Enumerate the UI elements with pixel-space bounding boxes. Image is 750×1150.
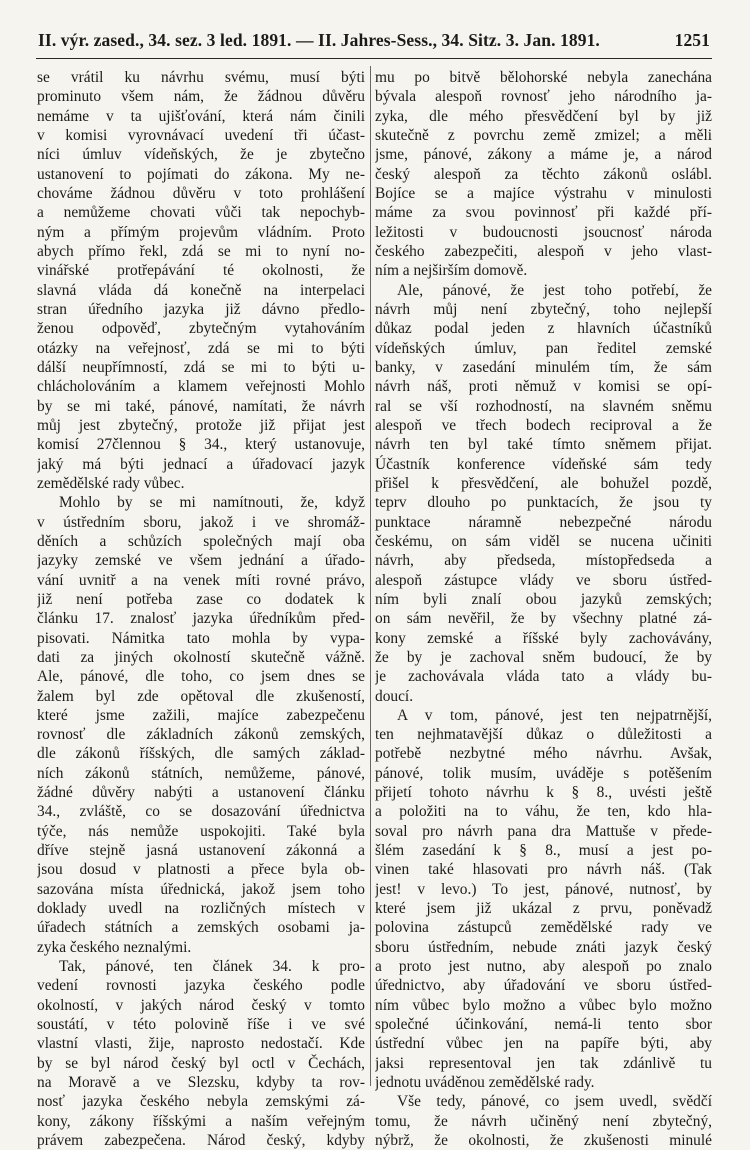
column-divider bbox=[370, 66, 371, 1086]
text-line: doklady uvedl na rozličných místech v bbox=[37, 900, 365, 918]
text-line: dříve stejně jasná ustanovení zákonná a bbox=[37, 842, 365, 860]
text-line: český alespoň za těchto zákonů oslábl. bbox=[375, 165, 712, 183]
text-line: důkaz podal jeden z hlavních účastníků bbox=[375, 320, 712, 338]
running-head: II. výr. zased., 34. sez. 3 led. 1891. — II. Jahres-Sess., 34. Sitz. 3. Jan. 1891. bbox=[38, 30, 600, 50]
text-line: že by je zachoval sněm budoucí, že by bbox=[375, 648, 712, 666]
left-column bbox=[37, 68, 365, 1150]
text-line: ústřední vůbec jen na papíře býti, aby bbox=[375, 1035, 712, 1053]
text-line: dálší neupřímností, zdá se mi to býti u- bbox=[37, 358, 365, 376]
text-line: jazyky zemské ve všem jednání a úřado- bbox=[37, 552, 365, 570]
text-line: děních a schůzích společných mají oba bbox=[37, 532, 365, 550]
text-line: mu po bitvě bělohorské nebyla zanechána bbox=[375, 69, 712, 86]
text-line: návrh náš, proti němuž v komisi se opí- bbox=[375, 378, 712, 396]
text-line: on sám nevěřil, že by všechny platné zá- bbox=[375, 610, 712, 628]
text-line: Ale, pánové, že jest toho potřebí, že bbox=[397, 281, 712, 299]
text-line: okolností, v jakých národ český v tomto bbox=[37, 996, 365, 1014]
text-line: ným a přímým projevům vládním. Proto bbox=[37, 223, 365, 241]
text-line: jaksi representoval jen tak zdánlivě tu bbox=[375, 1054, 712, 1072]
text-line: níci úmluv vídeňských, že je zbytečno bbox=[37, 146, 365, 164]
text-line: potřebě nezbytné mého návrhu. Avšak, bbox=[375, 745, 712, 763]
text-line: komisí 27člennou § 34., který ustanovuje, bbox=[37, 436, 365, 454]
page-number: 1251 bbox=[674, 30, 710, 50]
text-line: v komisi vyrovnávací uvedení tři účast- bbox=[37, 126, 365, 144]
text-line: které jsem již ukázal z prvu, poněvadž bbox=[375, 900, 712, 918]
text-line: Mohlo by se mi namítnouti, že, když bbox=[59, 494, 365, 512]
text-line: dle zákonů říšských, dle samých základ- bbox=[37, 745, 365, 763]
text-line: ustanovení to pojímati do zákona. My ne- bbox=[37, 165, 365, 183]
text-line: ním a nejširším domově. bbox=[375, 262, 528, 280]
text-line: jest! v levo.) To jest, pánové, nutnosť, by bbox=[375, 880, 712, 898]
text-line: rovnosť dle základních zákonů zemských, bbox=[37, 726, 365, 744]
text-line: banky, v zasedání minulém tím, že sám bbox=[375, 358, 712, 376]
text-line: ral se vší rozhodností, na slavném sněmu bbox=[375, 397, 712, 415]
text-line: Ale, pánové, dle toho, co jsem dnes se bbox=[37, 668, 365, 686]
text-line: sboru ústředním, nebude znáti jazyk český bbox=[375, 938, 712, 956]
text-line: návrh můj není zbytečný, toho nejlepší bbox=[375, 300, 712, 318]
text-line: ležitosti v budoucnosti jsoucnosť národa bbox=[375, 223, 712, 241]
text-line: týče, nás nemůže uspokojiti. Také byla bbox=[37, 822, 365, 840]
text-line: doucí. bbox=[375, 687, 414, 705]
text-line: pisovati. Námitka tato mohla by vypa- bbox=[37, 629, 365, 647]
text-line: nýbrž, že okolnosti, že zkušenosti minulé bbox=[375, 1132, 712, 1150]
text-line: vlastní vlasti, žije, naprosto nedostačí. Kde bbox=[37, 1035, 365, 1053]
text-line: vinářské protřepávání té okolnosti, že bbox=[37, 262, 365, 280]
text-line: článku 17. znalosť jazyka úředníkům před- bbox=[37, 610, 365, 628]
text-line: by se mi také, pánové, namítati, že návrh bbox=[37, 397, 365, 415]
text-line: alespoň zástupce vlády ve sboru ústřed- bbox=[375, 571, 712, 589]
text-line: polovina zástupců zemědělské rady ve bbox=[375, 919, 712, 937]
text-line: kony zemské a říšské byly zachovávány, bbox=[375, 629, 712, 647]
text-line: již není potřeba zase co dodatek k bbox=[37, 590, 365, 608]
text-line: slavná vláda dá konečně na interpelaci bbox=[37, 281, 365, 299]
text-line: přišel k přesvědčení, ale bohužel pozdě, bbox=[375, 474, 712, 492]
text-line: vání uvnitř a na venek míti rovné právo, bbox=[37, 571, 365, 589]
header-rule bbox=[36, 58, 712, 59]
text-line: které jsme zažili, majíce zabezpečenu bbox=[37, 706, 365, 724]
text-line: tomu, že návrh učiněný není zbytečný, bbox=[375, 1112, 712, 1130]
text-line: a položiti na to váhu, že ten, kdo hla- bbox=[375, 803, 712, 821]
text-line: chováme žádnou důvěru v toto prohlášení bbox=[37, 184, 365, 202]
text-line: Tak, pánové, ten článek 34. k pro- bbox=[59, 958, 365, 976]
text-line: společné účinkování, nemá-li tento sbor bbox=[375, 1016, 712, 1034]
text-line: kony, zákony říšskými a naším veřejným bbox=[37, 1112, 365, 1130]
text-line: českého zabezpečiti, alespoň v jeho vlast- bbox=[375, 242, 712, 260]
right-column bbox=[375, 68, 712, 1150]
text-line: šlém zasedání k § 8., musí a jest po- bbox=[375, 842, 712, 860]
text-line: sazována místa úřednická, jakož jsem toho bbox=[37, 880, 365, 898]
text-line: úřadech státních a zemských osobami ja- bbox=[37, 919, 365, 937]
text-line: přijetí tohoto návrhu k § 8., uvésti ještě bbox=[375, 784, 712, 802]
text-line: dati za jiných okolností skutečně vážně. bbox=[37, 648, 365, 666]
text-line: jednotu uváděnou zemědělské rady. bbox=[375, 1074, 595, 1092]
text-line: soustátí, v této polovině říše i ve své bbox=[37, 1016, 365, 1034]
text-line: úřednictvo, aby úřadování ve sboru ústřed- bbox=[375, 977, 712, 995]
text-line: otázky na veřejnosť, zdá se mi to býti bbox=[37, 339, 365, 357]
text-line: vídeňských úmluv, pan ředitel zemské bbox=[375, 339, 712, 357]
text-line: Vše tedy, pánové, co jsem uvedl, svědčí bbox=[397, 1093, 712, 1111]
text-line: máme za svou povinnosť při každé pří- bbox=[375, 204, 712, 222]
text-line: je zachovávala vláda tato a vlády bu- bbox=[375, 668, 712, 686]
text-line: 34., zvláště, co se dosazování úřednictva bbox=[37, 803, 365, 821]
text-line: by se byl národ český byl octl v Čechách, bbox=[37, 1054, 365, 1072]
text-line: můj jest zbytečný, protože již přijat jest bbox=[37, 416, 365, 434]
text-line: bývala alespoň rovnosť jeho národního ja- bbox=[375, 88, 712, 106]
text-line: na Moravě a ve Slezsku, kdyby ta rov- bbox=[37, 1074, 365, 1092]
text-line: ních zákonů státních, nemůžeme, pánové, bbox=[37, 764, 365, 782]
text-line: skutečně z povrchu země zmizel; a měli bbox=[375, 126, 712, 144]
text-line: ním vůbec bylo možno a vůbec bylo možno bbox=[375, 996, 712, 1014]
text-line: zyka českého neznalými. bbox=[37, 938, 192, 956]
text-line: právem zabezpečena. Národ český, kdyby bbox=[37, 1132, 365, 1150]
text-line: prominuto všem nám, že žádnou důvěru bbox=[37, 88, 365, 106]
text-line: návrh ten byl také tímto sněmem přijat. bbox=[375, 436, 712, 454]
text-line: nosť jazyka českého nebyla zemskými zá- bbox=[37, 1093, 365, 1111]
text-line: zyka, dle mého přesvědčení byl by již bbox=[375, 107, 712, 125]
text-line: soval pro návrh pana dra Mattuše v přede- bbox=[375, 822, 712, 840]
text-line: ženou odpověď, zbytečným vytahováním bbox=[37, 320, 365, 338]
text-line: v ústředním sboru, jakož i ve shromáž- bbox=[37, 513, 365, 531]
text-line: nemáme v ta ujišťování, která nám činili bbox=[37, 107, 365, 125]
text-line: Bojíce se a majíce výstrahu v minulosti bbox=[375, 184, 712, 202]
text-line: abych přímo řekl, zdá se mi to nyní no- bbox=[37, 242, 365, 260]
text-line: jsme, pánové, zákony a máme je, a národ bbox=[375, 146, 712, 164]
text-line: pánové, tolik musím, uváděje s potěšením bbox=[375, 764, 712, 782]
text-line: žalem byl zde opětoval dle zkušeností, bbox=[37, 687, 365, 705]
text-line: vedení rovnosti jazyka českého podle bbox=[37, 977, 365, 995]
text-line: ten nejhmatavější důkaz o důležitosti a bbox=[375, 726, 712, 744]
text-line: Účastník konference vídeňské sám tedy bbox=[375, 455, 712, 473]
text-line: teprv dlouho po punktacích, že jsou ty bbox=[375, 494, 712, 512]
text-line: punktace náramně nebezpečné národu bbox=[375, 513, 712, 531]
text-line: jaký má býti jednací a úřadovací jazyk bbox=[37, 455, 365, 473]
text-line: a proto jest nutno, aby alespoň po znalo bbox=[375, 958, 712, 976]
text-line: alespoň ve třech bodech reciproval a že bbox=[375, 416, 712, 434]
text-line: žádné důvěry nabýti a ustanovení článku bbox=[37, 784, 365, 802]
text-line: vinen také hlasovati pro návrh náš. (Tak bbox=[375, 861, 712, 879]
text-line: a nemůžeme chovati vůči tak nepochyb- bbox=[37, 204, 365, 222]
text-line: se vrátil ku návrhu svému, musí býti bbox=[37, 69, 365, 86]
text-line: A v tom, pánové, jest ten nejpatrnější, bbox=[397, 706, 712, 724]
text-line: jsou dosud v platnosti a přece byla ob- bbox=[37, 861, 365, 879]
text-line: ním byli znalí obou jazyků zemských; bbox=[375, 590, 712, 608]
text-line: stran úředního jazyka již dávno předlo- bbox=[37, 300, 365, 318]
text-line: návrh, aby předseda, místopředseda a bbox=[375, 552, 712, 570]
text-line: zemědělské rady vůbec. bbox=[37, 474, 185, 492]
page-header bbox=[38, 30, 710, 51]
text-line: chlácholováním a klamem veřejnosti Mohlo bbox=[37, 378, 365, 396]
text-line: českému, on sám viděl se nucena učiniti bbox=[375, 532, 712, 550]
